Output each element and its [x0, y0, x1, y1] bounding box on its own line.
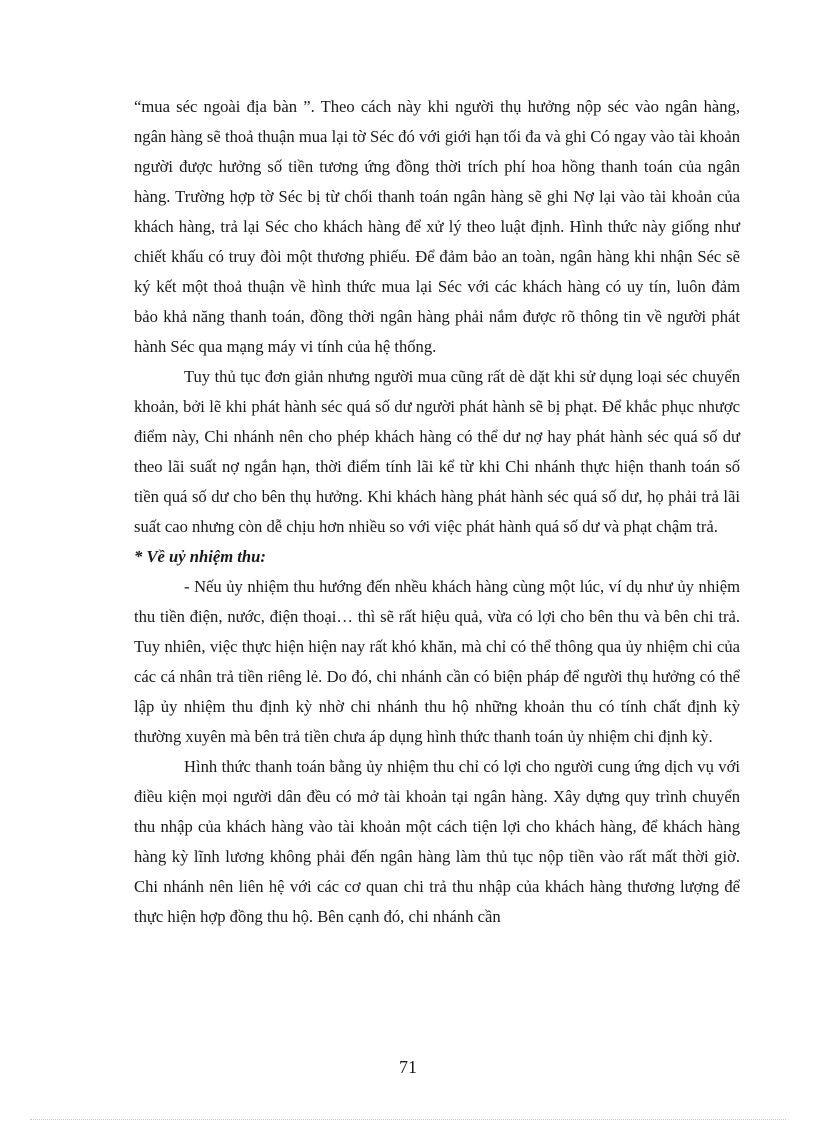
paragraph-collection-order-bullet: - Nếu ủy nhiệm thu hướng đến nhều khách hàng cùng một lúc, ví dụ như ủy nhiệm thu tiền điện, nước, điện thoại… thì sẽ rất hiệu quả, vừa có lợi cho bên thu và bên chi trả. Tuy nhiên, việc thực hiện hiện nay rất khó khăn, mà chỉ có thể thông qua ủy nhiệm chi của các cá nhân trả tiền riêng lẻ. Do đó, chi nhánh cần có biện pháp để người thụ hưởng có thể lập ủy nhiệm thu định kỳ nhờ chi nhánh thu hộ những khoản thu có tính chất định kỳ thường xuyên mà bên trả tiền chưa áp dụng hình thức thanh toán ủy nhiệm chi định kỳ. [134, 577, 740, 746]
paragraph-cheque-overdraft: Tuy thủ tục đơn giản nhưng người mua cũng rất dè dặt khi sử dụng loại séc chuyển khoản, bởi lẽ khi phát hành séc quá số dư người phát hành sẽ bị phạt. Để khắc phục nhược điểm này, Chi nhánh nên cho phép khách hàng có thể dư nợ hay phát hành séc quá số dư theo lãi suất nợ ngắn hạn, thời điểm tính lãi kể từ khi Chi nhánh thực hiện thanh toán số tiền quá số dư cho bên thụ hưởng. Khi khách hàng phát hành séc quá số dư, họ phải trả lãi suất cao nhưng còn dễ chịu hơn nhiều so với việc phát hành quá số dư và phạt chậm trả. [134, 367, 740, 536]
page-number: 71 [399, 1057, 417, 1077]
section-heading-collection-order: * Về uỷ nhiệm thu: [134, 547, 266, 566]
body-text [134, 92, 740, 932]
paragraph-cheque-purchase: “mua séc ngoài địa bàn ”. Theo cách này khi người thụ hưởng nộp séc vào ngân hàng, ngân hàng sẽ thoả thuận mua lại tờ Séc đó với giới hạn tối đa và ghi Có ngay vào tài khoản người được hưởng số tiền tương ứng đồng thời trích phí hoa hồng thanh toán của ngân hàng. Trường hợp tờ Séc bị từ chối thanh toán ngân hàng sẽ ghi Nợ lại vào tài khoản của khách hàng, trả lại Séc cho khách hàng để xử lý theo luật định. Hình thức này giống như chiết khấu có truy đòi một thương phiếu. Để đảm bảo an toàn, ngân hàng khi nhận Séc sẽ ký kết một thoả thuận về hình thức mua lại Séc với các khách hàng có uy tín, luôn đảm bảo khả năng thanh toán, đồng thời ngân hàng phải nắm được rõ thông tin về người phát hành Séc qua mạng máy vi tính của hệ thống. [134, 97, 740, 356]
footer-divider [30, 1119, 786, 1120]
paragraph-collection-order-benefit: Hình thức thanh toán bằng ủy nhiệm thu chỉ có lợi cho người cung ứng dịch vụ với điều kiện mọi người dân đều có mở tài khoản tại ngân hàng. Xây dựng quy trình chuyển thu nhập của khách hàng vào tài khoản một cách tiện lợi cho khách hàng, để khách hàng hàng kỳ lĩnh lương không phải đến ngân hàng làm thủ tục nộp tiền vào rất mất thời giờ. Chi nhánh nên liên hệ với các cơ quan chi trả thu nhập của khách hàng thương lượng để thực hiện hợp đồng thu hộ. Bên cạnh đó, chi nhánh cần [134, 757, 740, 926]
